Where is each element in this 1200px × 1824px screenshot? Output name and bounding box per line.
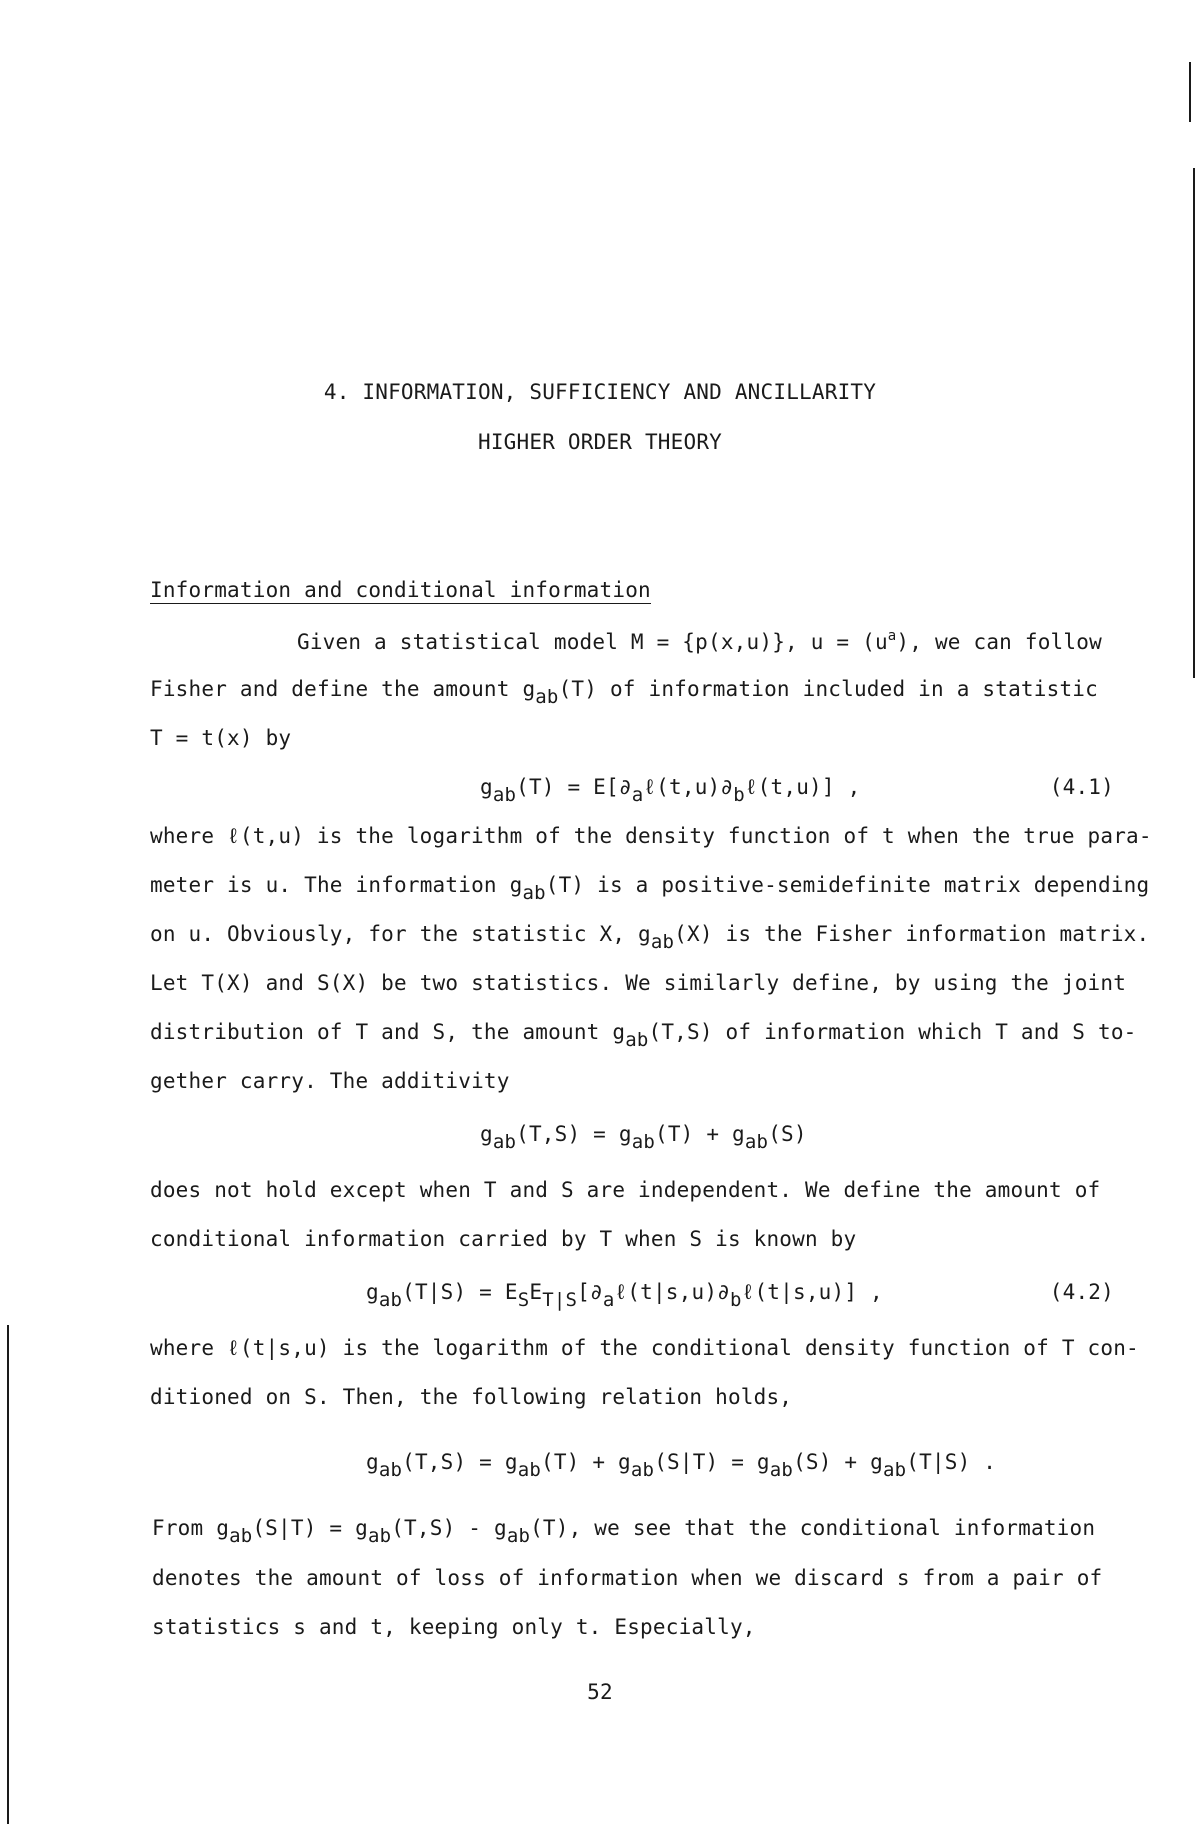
equation-relation: gab(T,S) = gab(T) + gab(S|T) = gab(S) + gab(T|S) . — [366, 1450, 997, 1481]
scan-edge-mark-top — [1189, 62, 1191, 122]
paragraph-2-line-3: on u. Obviously, for the statistic X, gab(X) is the Fisher information matrix. — [150, 922, 1150, 953]
chapter-title: 4. INFORMATION, SUFFICIENCY AND ANCILLARITY — [323, 380, 877, 404]
scan-edge-mark-right — [1193, 168, 1195, 678]
scan-edge-mark-left — [7, 1325, 9, 1824]
paragraph-4-line-1: where ℓ(t|s,u) is the logarithm of the conditional density function of T con- — [150, 1336, 1139, 1360]
paragraph-4-line-2: ditioned on S. Then, the following relation holds, — [150, 1385, 793, 1409]
equation-additivity: gab(T,S) = gab(T) + gab(S) — [480, 1122, 807, 1153]
paragraph-1-line-2: Fisher and define the amount gab(T) of information included in a statistic — [150, 677, 1098, 708]
paragraph-2-line-4: Let T(X) and S(X) be two statistics. We similarly define, by using the joint — [150, 971, 1127, 995]
paragraph-5-line-1: From gab(S|T) = gab(T,S) - gab(T), we see that the conditional information — [152, 1516, 1096, 1547]
equation-4-1: gab(T) = E[∂aℓ(t,u)∂bℓ(t,u)] , — [480, 775, 861, 806]
paragraph-2-line-1: where ℓ(t,u) is the logarithm of the density function of t when the true para- — [150, 824, 1152, 848]
chapter-subtitle: HIGHER ORDER THEORY — [477, 430, 723, 454]
paragraph-3-line-1: does not hold except when T and S are independent. We define the amount of — [150, 1178, 1101, 1202]
paragraph-3-line-2: conditional information carried by T when S is known by — [150, 1227, 857, 1251]
paragraph-1-line-1: Given a statistical model M = {p(x,u)}, $u = (u^a)$, we can follow — [297, 628, 1102, 654]
page-number: 52 — [587, 1680, 613, 1704]
paragraph-2-line-2: meter is u. The information gab(T) is a positive-semidefinite matrix depending — [150, 873, 1150, 904]
paragraph-5-line-3: statistics s and t, keeping only t. Especially, — [152, 1615, 756, 1639]
paragraph-2-line-5: distribution of T and S, the amount gab(T,S) of information which T and S to- — [150, 1020, 1137, 1051]
equation-4-2: gab(T|S) = ESET|S[∂aℓ(t|s,u)∂bℓ(t|s,u)] , — [366, 1280, 883, 1311]
equation-number-4-2: (4.2) — [1049, 1280, 1114, 1304]
paragraph-1-line-3: T = t(x) by — [150, 726, 292, 750]
paragraph-5-line-2: denotes the amount of loss of information when we discard s from a pair of — [152, 1566, 1103, 1590]
section-title: Information and conditional information — [150, 578, 651, 602]
equation-number-4-1: (4.1) — [1049, 775, 1114, 799]
paragraph-2-line-6: gether carry. The additivity — [150, 1069, 510, 1093]
